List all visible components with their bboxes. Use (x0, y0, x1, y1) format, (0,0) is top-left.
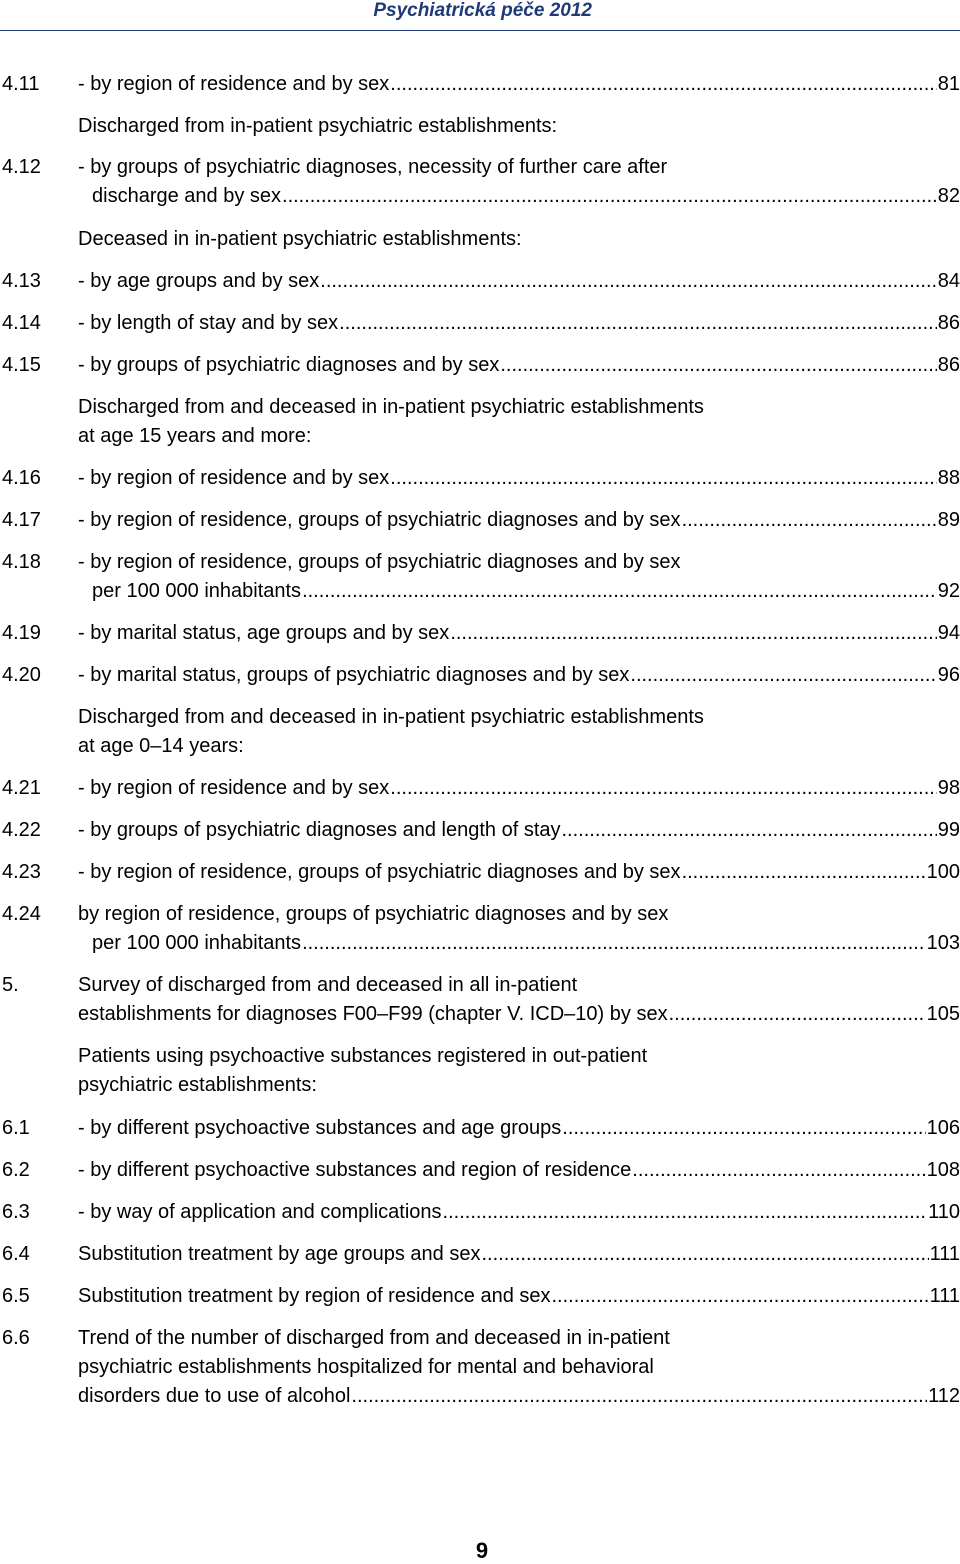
entry-page: 112 (928, 1385, 960, 1407)
entry-number: 6.4 (2, 1243, 30, 1265)
section-heading-text: Discharged from and deceased in in-patient psychiatric establishments (78, 396, 704, 418)
dot-leader (669, 1000, 926, 1029)
dot-leader (562, 1114, 925, 1143)
entry-page: 88 (937, 467, 960, 489)
entry-page: 92 (937, 580, 960, 602)
entry-number: 6.1 (2, 1117, 30, 1139)
entry-page: 110 (928, 1201, 960, 1223)
entry-page: 84 (937, 270, 960, 292)
entry-number: 6.2 (2, 1159, 30, 1181)
dot-leader (562, 816, 937, 845)
entry-page: 106 (926, 1117, 960, 1139)
entry-number: 4.19 (2, 622, 41, 644)
entry-page: 111 (929, 1243, 960, 1265)
entry-title-line: by region of residence, groups of psychiatric diagnoses and by sex (78, 903, 669, 925)
entry-title-line: per 100 000 inhabitants (92, 932, 302, 954)
dot-leader (450, 619, 936, 648)
entry-page: 111 (929, 1285, 960, 1307)
dot-leader (320, 267, 936, 296)
dot-leader (339, 309, 937, 338)
running-header: Psychiatrická péče 2012 (373, 0, 592, 21)
entry-title-line: Trend of the number of discharged from and deceased in in-patient (78, 1327, 670, 1349)
entry-number: 4.22 (2, 819, 41, 841)
entry-number: 4.12 (2, 156, 41, 178)
dot-leader (500, 351, 936, 380)
entry-title-line: discharge and by sex (92, 185, 282, 207)
entry-number: 6.3 (2, 1201, 30, 1223)
entry-title: - by marital status, age groups and by sex (78, 622, 450, 644)
entry-number: 4.20 (2, 664, 41, 686)
entry-page: 100 (926, 861, 960, 883)
dot-leader (351, 1382, 927, 1411)
section-heading-text: Discharged from and deceased in in-patient psychiatric establishments (78, 706, 704, 728)
entry-number: 4.15 (2, 354, 41, 376)
entry-number: 4.11 (2, 73, 40, 95)
entry-page: 105 (926, 1003, 960, 1025)
entry-title-line: - by groups of psychiatric diagnoses, necessity of further care after (78, 156, 668, 178)
entry-number: 6.5 (2, 1285, 30, 1307)
entry-title: - by groups of psychiatric diagnoses and length of stay (78, 819, 561, 841)
dot-leader (390, 70, 936, 99)
entry-page: 82 (937, 185, 960, 207)
entry-title-line: psychiatric establishments hospitalized for mental and behavioral (78, 1356, 654, 1378)
entry-number: 5. (2, 974, 19, 996)
entry-page: 108 (926, 1159, 960, 1181)
entry-number: 4.14 (2, 312, 41, 334)
dot-leader (390, 464, 936, 493)
entry-title: - by region of residence, groups of psychiatric diagnoses and by sex (78, 861, 681, 883)
dot-leader (302, 929, 926, 958)
section-heading-text: Patients using psychoactive substances registered in out-patient (78, 1045, 648, 1067)
entry-title: - by region of residence and by sex (78, 777, 390, 799)
dot-leader (552, 1282, 929, 1311)
entry-page: 89 (937, 509, 960, 531)
dot-leader (630, 661, 936, 690)
entry-title-line: disorders due to use of alcohol (78, 1385, 351, 1407)
entry-title: - by different psychoactive substances and region of residence (78, 1159, 632, 1181)
entry-title: Substitution treatment by age groups and sex (78, 1243, 481, 1265)
entry-number: 4.16 (2, 467, 41, 489)
entry-title: - by length of stay and by sex (78, 312, 339, 334)
dot-leader (481, 1240, 928, 1269)
entry-number: 4.18 (2, 551, 41, 573)
entry-title: - by groups of psychiatric diagnoses and by sex (78, 354, 500, 376)
entry-title-line: establishments for diagnoses F00–F99 (chapter V. ICD–10) by sex (78, 1003, 668, 1025)
entry-number: 4.13 (2, 270, 41, 292)
entry-number: 4.17 (2, 509, 41, 531)
page-number: 9 (475, 1538, 489, 1563)
entry-title: - by way of application and complications (78, 1201, 442, 1223)
entry-title: Substitution treatment by region of residence and sex (78, 1285, 551, 1307)
entry-title-line: - by region of residence, groups of psychiatric diagnoses and by sex (78, 551, 681, 573)
section-heading-text: at age 0–14 years: (78, 735, 244, 757)
dot-leader (443, 1198, 928, 1227)
entry-title: - by region of residence and by sex (78, 73, 390, 95)
entry-number: 4.21 (2, 777, 41, 799)
entry-title: - by different psychoactive substances and age groups (78, 1117, 562, 1139)
entry-page: 96 (937, 664, 960, 686)
dot-leader (682, 506, 937, 535)
dot-leader (632, 1156, 925, 1185)
section-heading-text: Deceased in in-patient psychiatric establishments: (78, 228, 522, 250)
dot-leader (682, 858, 926, 887)
entry-page: 86 (937, 354, 960, 376)
entry-title: - by age groups and by sex (78, 270, 320, 292)
dot-leader (282, 182, 937, 211)
entry-title-line: per 100 000 inhabitants (92, 580, 302, 602)
entry-title: - by marital status, groups of psychiatric diagnoses and by sex (78, 664, 630, 686)
entry-title: - by region of residence, groups of psychiatric diagnoses and by sex (78, 509, 681, 531)
entry-page: 94 (937, 622, 960, 644)
entry-page: 98 (937, 777, 960, 799)
entry-page: 86 (937, 312, 960, 334)
entry-title: - by region of residence and by sex (78, 467, 390, 489)
entry-page: 103 (926, 932, 960, 954)
entry-page: 99 (937, 819, 960, 841)
section-heading-text: at age 15 years and more: (78, 425, 312, 447)
entry-page: 81 (937, 73, 960, 95)
entry-number: 6.6 (2, 1327, 30, 1349)
entry-number: 4.23 (2, 861, 41, 883)
dot-leader (302, 577, 937, 606)
entry-number: 4.24 (2, 903, 41, 925)
dot-leader (390, 774, 936, 803)
section-heading-text: Discharged from in-patient psychiatric establishments: (78, 115, 558, 137)
header-rule (0, 30, 960, 31)
section-heading-text: psychiatric establishments: (78, 1074, 317, 1096)
entry-title-line: Survey of discharged from and deceased in all in-patient (78, 974, 578, 996)
